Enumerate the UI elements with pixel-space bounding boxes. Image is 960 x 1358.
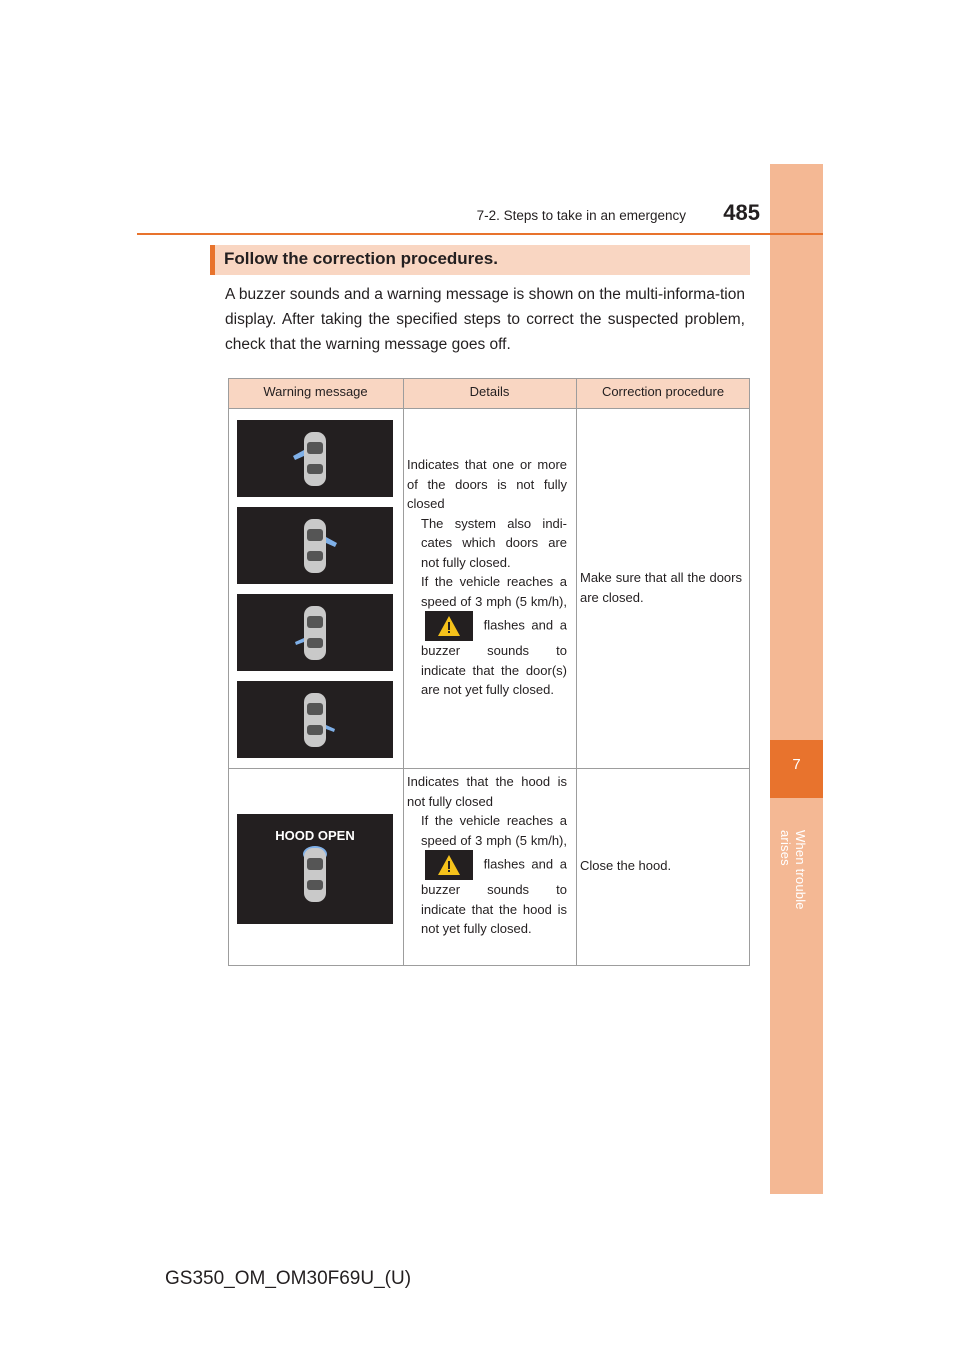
door-details-main: Indicates that one or more of the doors is not fully closed: [407, 457, 567, 511]
hood-details-main: Indicates that the hood is not fully closed: [407, 774, 567, 809]
master-warning-icon: [425, 850, 473, 880]
car-top-view-icon: [237, 814, 393, 924]
header-warning-message: Warning message: [263, 384, 368, 399]
hood-correction: Close the hood.: [580, 858, 672, 873]
hood-details-speed: [407, 811, 567, 939]
chapter-number: 7: [792, 756, 801, 773]
door-correction: Make sure that all the doors are closed.: [580, 570, 742, 605]
door-speed-text: If the vehicle reaches a speed of 3 mph (5 km/h),: [421, 574, 567, 609]
row-divider: [228, 768, 750, 769]
car-top-view-icon: [237, 681, 393, 758]
header-details: Details: [469, 384, 510, 399]
door-details-note: The system also indi-cates which doors are not fully closed.: [421, 515, 567, 570]
intro-paragraph: A buzzer sounds and a warning message is shown on the multi-informa-tion display. After taking the specified steps to correct the suspected problem, check that the warning message goes off.: [225, 286, 745, 353]
door-warning-screen-front-left: [237, 420, 393, 497]
hood-open-label: HOOD OPEN: [275, 828, 355, 843]
chapter-side-tab: [770, 164, 823, 1194]
door-details: [407, 455, 567, 700]
section-heading-accent: [210, 245, 215, 275]
hood-warning-screen: [237, 814, 393, 924]
door-warning-screen-rear-left: [237, 594, 393, 671]
chapter-title: When trouble arises: [778, 830, 808, 910]
page-number: 485: [723, 200, 760, 225]
header-rule: [137, 233, 823, 235]
model-code-footer: GS350_OM_OM30F69U_(U): [165, 1268, 412, 1289]
car-top-view-icon: [237, 507, 393, 584]
door-warning-screen-front-right: [237, 507, 393, 584]
section-title: Follow the correction procedures.: [224, 249, 498, 268]
running-header: 7-2. Steps to take in an emergency: [476, 208, 686, 223]
hood-speed-text: If the vehicle reaches a speed of 3 mph (5 km/h),: [421, 813, 567, 848]
car-top-view-icon: [237, 594, 393, 671]
door-details-speed: [407, 572, 567, 700]
hood-details: [407, 772, 567, 939]
master-warning-icon: [425, 611, 473, 641]
car-top-view-icon: [237, 420, 393, 497]
door-flash-text: flashes and a buzzer sounds to indicate that the door(s) are not yet fully closed.: [421, 617, 567, 697]
door-warning-screen-rear-right: [237, 681, 393, 758]
header-correction: Correction procedure: [601, 384, 725, 399]
hood-flash-text: flashes and a buzzer sounds to indicate that the hood is not yet fully closed.: [421, 856, 567, 936]
